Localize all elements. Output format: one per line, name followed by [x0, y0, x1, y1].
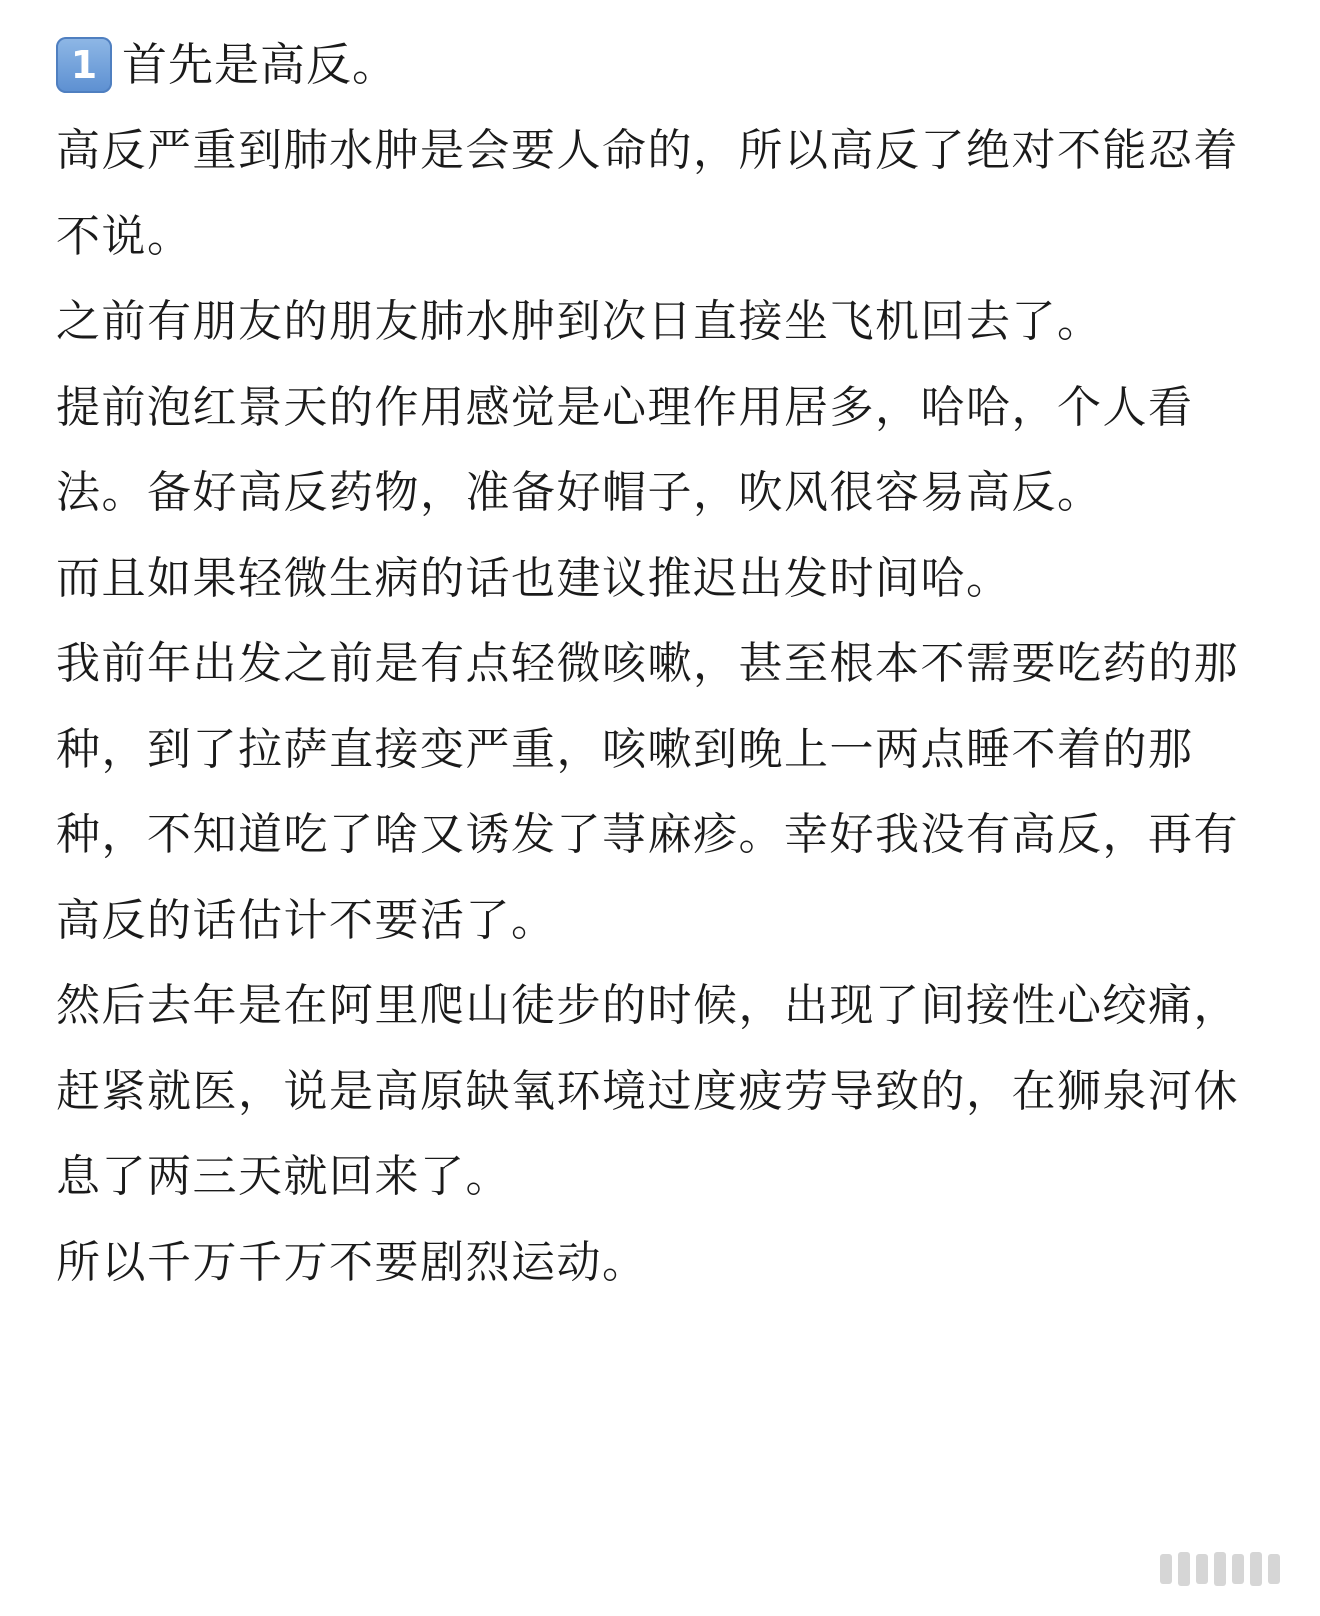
paragraph-cough-lhasa: 我前年出发之前是有点轻微咳嗽，甚至根本不需要吃药的那种，到了拉萨直接变严重，咳嗽到晚上一两点睡不着的那种，不知道吃了啥又诱发了荨麻疹。幸好我没有高反，再有高反的话估计不要活了。 — [56, 638, 1239, 946]
paragraph-altitude-sickness: 高反严重到肺水肿是会要人命的，所以高反了绝对不能忍着不说。 — [56, 125, 1239, 262]
section-heading — [56, 22, 1268, 108]
section-heading-text: 首先是高反。 — [122, 38, 399, 91]
paragraph-ngari-angina: 然后去年是在阿里爬山徒步的时候，出现了间接性心绞痛，赶紧就医，说是高原缺氧环境过度疲劳导致的，在狮泉河休息了两三天就回来了。 — [56, 980, 1239, 1202]
post-body — [56, 22, 1268, 1305]
paragraph-delay-departure: 而且如果轻微生病的话也建议推迟出发时间哈。 — [56, 552, 1012, 604]
number-one-badge-icon: 1 — [56, 37, 112, 93]
watermark-logo-icon — [1160, 1552, 1280, 1586]
paragraph-no-strenuous-exercise: 所以千万千万不要剧烈运动。 — [56, 1236, 648, 1288]
paragraph-rhodiola: 提前泡红景天的作用感觉是心理作用居多，哈哈，个人看法。备好高反药物，准备好帽子，吹风很容易高反。 — [56, 381, 1194, 518]
paragraph-friend-flew-back: 之前有朋友的朋友肺水肿到次日直接坐飞机回去了。 — [56, 296, 1103, 347]
